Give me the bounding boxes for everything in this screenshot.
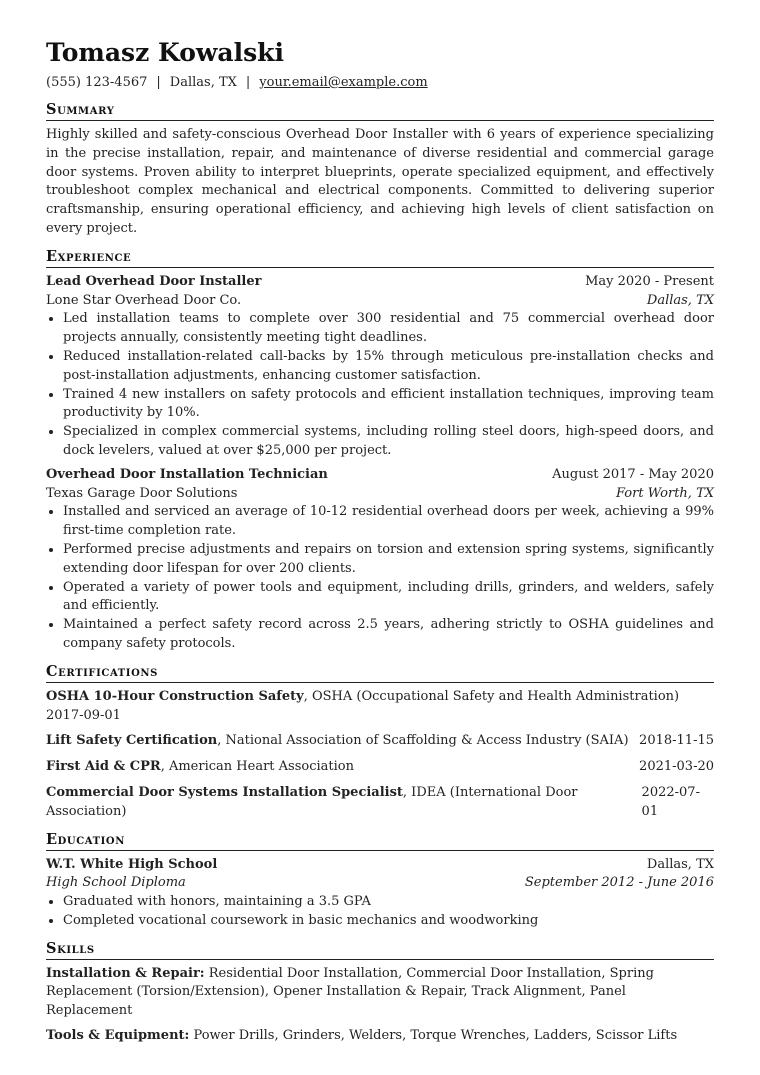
- certification-entry: [46, 732, 714, 751]
- skill-label: Tools & Equipment:: [46, 1028, 190, 1044]
- skill-label: Installation & Repair:: [46, 965, 205, 981]
- candidate-name: Tomasz Kowalski: [46, 38, 285, 67]
- separator: |: [156, 75, 161, 90]
- cert-name: Lift Safety Certification: [46, 733, 218, 749]
- job-bullet: • Installed and serviced an average of 10-12 residential overhead doors per week, achieving a 99% first-time completion rate.: [63, 503, 714, 541]
- job-entry: [46, 273, 714, 461]
- email-link[interactable]: your.email@example.com: [259, 75, 428, 90]
- location: Dallas, TX: [169, 75, 237, 90]
- cert-date: 2022-07-01: [641, 784, 700, 819]
- school-location: Dallas, TX: [646, 856, 714, 872]
- degree: High School Diploma: [46, 875, 186, 891]
- job-bullet: • Performed precise adjustments and repairs on torsion and extension spring systems, significantly extending door lifespan for over 200 clients.: [63, 541, 714, 579]
- job-title: Lead Overhead Door Installer: [46, 273, 262, 289]
- company-name: Lone Star Overhead Door Co.: [46, 292, 242, 308]
- job-dates: May 2020 - Present: [585, 273, 714, 289]
- cert-date: 2021-03-20: [639, 759, 714, 775]
- job-title: Overhead Door Installation Technician: [46, 466, 328, 482]
- cert-name: OSHA 10-Hour Construction Safety: [46, 688, 304, 704]
- job-location: Fort Worth, TX: [615, 485, 714, 501]
- section-title-education: Education: [46, 831, 714, 851]
- contact-line: [46, 74, 714, 92]
- skill-value: Power Drills, Grinders, Welders, Torque Wrenches, Ladders, Scissor Lifts: [189, 1028, 678, 1044]
- cert-name: First Aid & CPR: [46, 759, 161, 775]
- summary-text: Highly skilled and safety-conscious Overhead Door Installer with 6 years of experience specializing in the precise installation, repair, and maintenance of diverse residential and commercial garage door systems. Proven ability to interpret blueprints, operate specialized equipment, and effectively troubleshoot complex mechanical and electrical components. Committed to delivering superior craftsmanship, ensuring operational efficiency, and achieving high levels of client satisfaction on every project.: [46, 127, 714, 236]
- job-bullet: • Operated a variety of power tools and equipment, including drills, grinders, and welders, safely and efficiently.: [63, 579, 714, 617]
- education-bullets: [46, 893, 714, 931]
- cert-issuer: , American Heart Association: [160, 759, 354, 775]
- company-name: Texas Garage Door Solutions: [46, 485, 238, 501]
- cert-date: 2018-11-15: [639, 733, 714, 749]
- job-bullets: [46, 503, 714, 653]
- cert-issuer: , National Association of Scaffolding & Access Industry (SAIA): [217, 733, 629, 749]
- section-title-summary: Summary: [46, 101, 714, 121]
- job-bullet: • Reduced installation-related call-backs by 15% through meticulous pre-installation checks and post-installation adjustments, enhancing customer satisfaction.: [63, 348, 714, 386]
- job-bullet: • Specialized in complex commercial systems, including rolling steel doors, high-speed doors, and dock levelers, valued at over $25,000 per project.: [63, 423, 714, 461]
- phone: (555) 123-4567: [46, 75, 148, 90]
- section-title-experience: Experience: [46, 248, 714, 268]
- job-bullets: [46, 310, 714, 460]
- skill-group: [46, 1027, 714, 1046]
- certification-entry: [46, 688, 714, 726]
- section-title-skills: Skills: [46, 940, 714, 960]
- job-location: Dallas, TX: [646, 292, 714, 308]
- cert-date: 2017-09-01: [46, 707, 121, 723]
- certification-entry: [46, 784, 714, 822]
- job-bullet: • Maintained a perfect safety record across 2.5 years, adhering strictly to OSHA guidelines and company safety protocols.: [63, 616, 714, 654]
- skill-value: Residential Door Installation, Commercial Door Installation, Spring Replacement (Torsion/Extension), Opener Installation & Repair, Track Alignment, Panel Replacement: [46, 965, 654, 1019]
- job-bullet: • Trained 4 new installers on safety protocols and efficient installation techniques, improving team productivity by 10%.: [63, 386, 714, 424]
- education-dates: September 2012 - June 2016: [524, 875, 714, 891]
- education-bullet: • Completed vocational coursework in basic mechanics and woodworking: [63, 912, 714, 931]
- separator: |: [245, 75, 251, 90]
- education-bullet: • Graduated with honors, maintaining a 3.5 GPA: [63, 893, 714, 912]
- job-dates: August 2017 - May 2020: [552, 466, 714, 482]
- skills-list: [46, 965, 714, 1046]
- job-entry: [46, 466, 714, 654]
- cert-issuer: , IDEA (International Door Association): [46, 784, 578, 819]
- school-name: W.T. White High School: [46, 856, 218, 872]
- section-title-certifications: Certifications: [46, 663, 714, 683]
- skill-group: [46, 965, 714, 1021]
- cert-name: Commercial Door Systems Installation Specialist: [46, 784, 403, 800]
- certification-entry: [46, 758, 714, 777]
- job-bullet: • Led installation teams to complete over 300 residential and 75 commercial overhead door projects annually, consistently meeting tight deadlines.: [63, 310, 714, 348]
- cert-issuer: , OSHA (Occupational Safety and Health Administration): [303, 688, 680, 704]
